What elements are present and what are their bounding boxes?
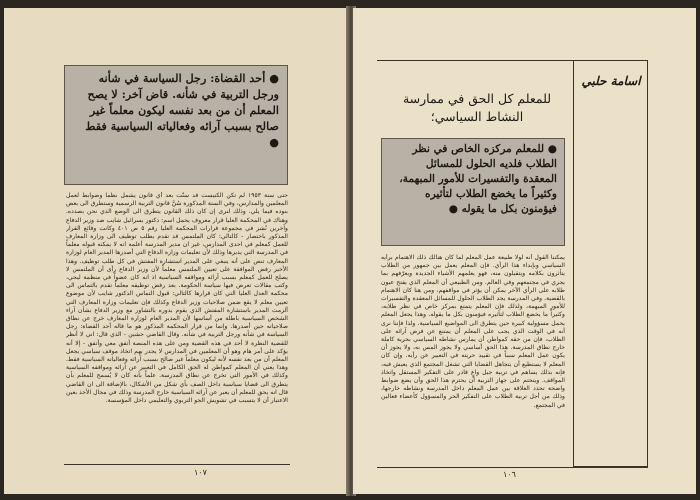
- right-pull-quote: ● للمعلم مركزه الخاص في نظر الطلاب فلديه الحلول للمسائل المعقدة والتفسيرات للأمور المبهمة، وكثيراً ما يخضع الطلاب لتأثيره فيؤمنون بكل ما يقوله ●: [399, 143, 557, 215]
- left-page-number: ١٠٧: [194, 468, 207, 477]
- left-page: [4, 8, 348, 494]
- left-body-text: حتى سنة ١٩٥٣ لم تكن الكنيست قد سنَّت بعد أي قانون يشمل نظماً وضوابط لعمل المعلمين والمدارس، وفي السنة المذكورة سُنَّ قانون التربية الرسمية وستطرق الى بعض بنوده فيما يلي. وذلك لنرى إن كان ذلك القانون يتطرق الى الوضع الذي نحن بصدده. وهناك في المحكمة العليا قرار معروف يحمل اسم: دكتور بسرائيل شايب ضد وزير الدفاع وآخرين نُشر في مجموعة قرارات المحكمة العليا رقم ٥ ص ٤٠١ وكانت وقائع القرار المذكور باختصار - كالتالي: كان الملتمس قد تقدم بطلب توظيف الى وزارة المعارف للعمل كمعلم في احدى المدارس، غير ان مدير المدرسة أعلمه انه لا يمكنه قبوله معلماً في المدرسة التي يديرها وذلك لأن تعليمات وزارة الدفاع التي أصدرها المدير العام لوزارة المعارف تنص على أنه ينبغي على المدير استشارة المفتش في كل طلب توظيف. وهذا الأخير رفض الموافقة على تعيين الملتمس معلماً لأن وزير الدفاع رأى أن الملتمس لا يصلح للعمل كمعلم بسبب آرائه ومواقفه السياسية اذ انه كان عضواً في منظمة ليحي، وكتب مقالات تعرض فيها سياسة الحكومة. بعد رفض توظيفه معلماً تقدم بالتماس الى محكمة العدل العليا التي كان قرارها كالتالي: قبول التماس الدكتور شايب لأن موضوع تعيين معلم لا يقع ضمن صلاحيات وزير الدفاع وكذلك فإن تعليمات وزارة المعارف التي ألزمت المدير باستشارة المفتش الذي يقوم بدوره بالتشاور مع وزير الدفاع بشأن آراء الشخص السياسية باطلة من أساسها لأن المدير العام لوزارة المعارف خرج عن نطاق صلاحياته حين أصدرها. وإنما من قرار المحكمة المذكور هو ما قاله أحد القضاة: رجل السياسة في شأنه ورجل التربية في شأنه. وقال القاضي حشين - الذي قال: اني لا أنظر للقضية النظرة لا أحد في هذه القضية ومن على هذه المنصة أتفق معي وأتفق - إلا أنه يؤكد على أمر هام وهو أن المعلمين في المدارس لا يجدر بهم اتخاذ موقف سياسي يجعل المعلم أن من بعد نفسه لأنه ليكون معلماً غير صالح بسبب آرائه وفعالياته السياسية فقط. وهذا يعني أن المعلم كمواطن له الحق الكامل في التعبير عن آرائه ومواقفه السياسية وكذلك في الأمور التي تخرج عن نطاق المدرسة. علماً بأنه كان لا يُسمح للمعلم بأن يتطرق الى قضايا سياسية داخل الصف بأي شكل من الأشكال، بالإضافة الى ان القاضي قال انه يحق للمعلم أن يعبر عن آرائه السياسية خارج المدرسة وذلك في مجال الأخذ بعين الاعتبار أن لا يتسبب في تشويش الجو التربوي والتعليمي داخل المؤسسة.: [66, 192, 288, 405]
- right-quote-box: [381, 138, 565, 246]
- right-page: [353, 8, 696, 494]
- right-body-text: يمكننا القول أنه لولا طبيعة عمل المعلم لما كان هنالك ذلك الاهتمام برأيه السياسي وبإبداء هذا الرأي. فإن المعلم يعمل بين جمهور من الطلاب يتأثرون بكلامه ويتقبلون منه، فهو يعلمهم الأشياء الجديدة ويعرّفهم بما يجري في مجتمعهم وفي العالم. ومن الطبيعي أن المعلم الذي يفتح عيون طلابه على الرأي الآخر يمكن أن يؤثر في مواقفهم، ومن هنا كان الاهتمام بالقضية. وفي المدرسة يجد الطلاب الحلول للمسائل المعقدة والتفسيرات للأمور المبهمة، ولذلك فإن المعلم يتمتع بمركز خاص في نظر طلابه، وكثيراً ما يخضع الطلاب لتأثيره فيؤمنون بكل ما يقوله. وهذا يجعل المعلم يحمل مسؤولية كبيرة حين يتطرق الى المواضيع السياسية. ولذا فإننا نرى أنه في الوقت الذي يجب على المعلم أن يمتنع عن فرض آرائه على الطلاب، فإن من حقه كمواطن أن يمارس نشاطه السياسي بحرية كاملة خارج نطاق المدرسة. هذا الحق أساسي ولا يجوز المس به، ولا يجوز أن يكون عمل المعلم سبباً في تقييد حريته في التعبير عن رأيه. وإن كان المعلم لا يستطيع أن يتجاهل القضايا التي تشغل المجتمع الذي يعيش فيه، فإنه بذلك يساهم في تربية جيل واعٍ قادر على التفكير المستقل واتخاذ المواقف. ويتحتم على جهاز التربية أن يحترم هذا الحق وأن يضع ضوابط واضحة تحدد العلاقة بين عمل المعلم داخل المدرسة ونشاطه خارجها، وذلك من أجل تربية الطلاب على التفكير الحر والمسؤول كأعضاء فعالين في المجتمع.: [381, 254, 565, 409]
- right-page-number: ١٠٦: [503, 470, 516, 479]
- author-name: اسامة حلبي: [581, 74, 641, 88]
- left-pull-quote: ● أحد القضاة: رجل السياسة في شأنه ورجل التربية في شأنه. قاض آخر: لا يصح المعلم أن من بعد نفسه ليكون معلماً غير صالح بسبب آرائه وفعالياته السياسية فقط ●: [85, 71, 279, 149]
- article-title: للمعلم كل الحق في ممارسة النشاط السياسي؛: [402, 91, 552, 124]
- right-footer-rule: [377, 467, 648, 468]
- left-quote-box: [64, 65, 288, 185]
- right-header-rule: [377, 60, 648, 61]
- left-footer-rule: [64, 464, 290, 465]
- author-column: [573, 60, 648, 467]
